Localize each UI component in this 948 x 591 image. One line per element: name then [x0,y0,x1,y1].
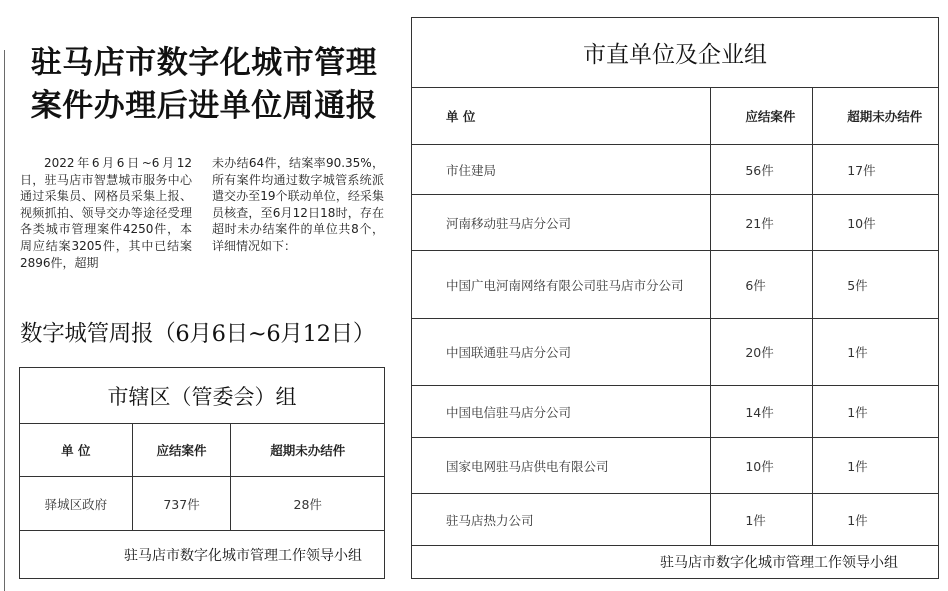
city-header-unit: 单 位 [412,88,711,145]
city-row-unit: 驻马店热力公司 [412,494,711,546]
city-row-overdue: 1件 [813,438,939,494]
table-row [20,477,385,531]
city-row-due: 6件 [711,251,813,319]
city-table [411,17,939,579]
city-row-due: 10件 [711,438,813,494]
page-edge-rule [4,50,5,591]
city-header-overdue: 超期未办结件 [813,88,939,145]
headline-line-1: 驻马店市数字化城市管理 [30,45,378,81]
city-header-due: 应结案件 [711,88,813,145]
intro-column-right: 未办结64件，结案率90.35%，所有案件均通过数字城管系统派遣交办至19个联动单位，经采集员核查，至6月12日18时，存在超时未办结案件的单位共8个，详细情况如下： [212,156,384,253]
city-table-title: 市直单位及企业组 [412,18,939,88]
city-row-due: 56件 [711,145,813,195]
city-row-overdue: 10件 [813,195,939,251]
city-row-overdue: 17件 [813,145,939,195]
table-row [412,319,939,386]
city-row-due: 14件 [711,386,813,438]
city-table-header-row [412,88,939,145]
city-row-due: 1件 [711,494,813,546]
city-row-due: 20件 [711,319,813,386]
section-title: 数字城管周报（6月6日~6月12日） [20,321,376,347]
table-row [412,386,939,438]
city-table-footer: 驻马店市数字化城市管理工作领导小组 [412,546,939,579]
table-row [412,438,939,494]
district-header-overdue: 超期未办结件 [231,424,385,477]
city-row-unit: 中国联通驻马店分公司 [412,319,711,386]
district-table-title: 市辖区（管委会）组 [20,368,385,424]
district-row-overdue: 28件 [231,477,385,531]
city-row-unit: 中国广电河南网络有限公司驻马店市分公司 [412,251,711,319]
city-row-overdue: 1件 [813,386,939,438]
city-row-unit: 国家电网驻马店供电有限公司 [412,438,711,494]
city-row-due: 21件 [711,195,813,251]
district-table [19,367,385,579]
city-row-unit: 河南移动驻马店分公司 [412,195,711,251]
intro-column-left: 2022年6月6日~6月12日，驻马店市智慧城市服务中心通过采集员、网格员采集上报、视频抓拍、领导交办等途径受理各类城市管理案件4250件，本周应结案3205件，其中已结案2896件，超期 [20,156,192,270]
district-row-due: 737件 [132,477,231,531]
city-row-overdue: 1件 [813,494,939,546]
city-row-overdue: 1件 [813,319,939,386]
city-row-overdue: 5件 [813,251,939,319]
table-row [412,251,939,319]
district-header-unit: 单 位 [20,424,133,477]
district-table-footer: 驻马店市数字化城市管理工作领导小组 [20,531,385,579]
headline [14,42,394,128]
district-row-unit: 驿城区政府 [20,477,133,531]
table-row [412,145,939,195]
headline-line-2: 案件办理后进单位周通报 [30,88,378,124]
table-row [412,195,939,251]
city-row-unit: 市住建局 [412,145,711,195]
district-header-due: 应结案件 [132,424,231,477]
district-table-header-row [20,424,385,477]
city-row-unit: 中国电信驻马店分公司 [412,386,711,438]
table-row [412,494,939,546]
